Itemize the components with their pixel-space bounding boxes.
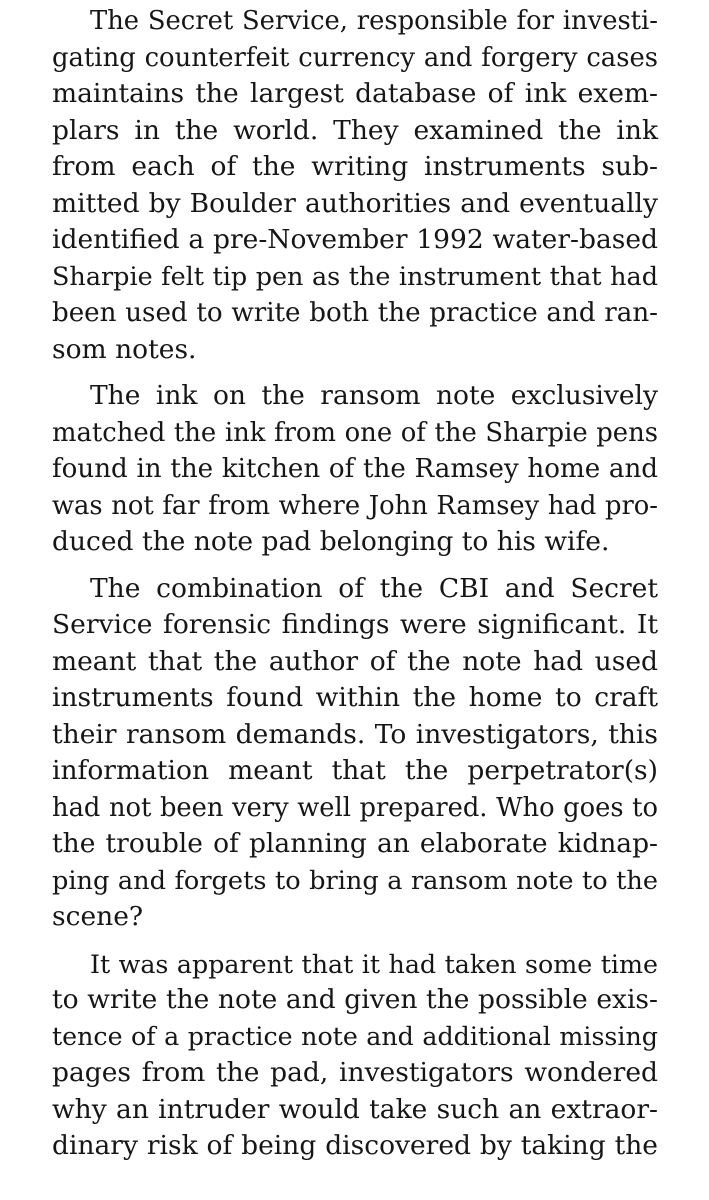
paragraph-4: [52, 946, 658, 1165]
text-line: pages from the pad, investigators wondered: [52, 1057, 658, 1088]
text-line: the trouble of planning an elaborate kidnap-: [52, 828, 658, 859]
text-line: The combination of the CBI and Secret: [90, 572, 658, 604]
text-line: found in the kitchen of the Ramsey home and: [52, 454, 658, 484]
text-line: som notes.: [52, 333, 197, 365]
text-line: dinary risk of being discovered by taking the: [52, 1130, 658, 1161]
text-line: scene?: [52, 901, 144, 932]
text-line: mitted by Boulder authorities and eventually: [52, 187, 658, 219]
text-line: gating counterfeit currency and forgery cases: [52, 42, 658, 73]
text-line: Sharpie felt tip pen as the instrument that had: [52, 261, 658, 292]
text-line: meant that the author of the note had used: [52, 645, 658, 677]
text-line: identified a pre-November 1992 water-based: [52, 224, 658, 255]
text-line: had not been very well prepared. Who goes to: [52, 792, 658, 823]
text-line: why an intruder would take such an extraor-: [52, 1093, 658, 1125]
text-line: information meant that the perpetrator(s): [52, 755, 658, 786]
text-line: matched the ink from one of the Sharpie pens: [52, 417, 658, 448]
text-line: It was apparent that it had taken some time: [90, 948, 658, 979]
body-text: [52, 3, 658, 1165]
text-line: The ink on the ransom note exclusively: [90, 380, 658, 411]
paragraph-3: [52, 571, 658, 936]
text-line: their ransom demands. To investigators, this: [52, 718, 658, 750]
text-line: plars in the world. They examined the ink: [52, 114, 658, 146]
text-line: was not far from where John Ramsey had pro-: [52, 490, 658, 521]
text-line: tence of a practice note and additional missing: [52, 1021, 658, 1051]
paragraph-2: [52, 378, 658, 561]
text-line: been used to write both the practice and ran-: [52, 298, 658, 328]
text-line: instruments found within the home to craft: [52, 682, 658, 713]
paragraph-1: [52, 3, 658, 368]
text-line: to write the note and given the possible exis-: [52, 984, 658, 1015]
text-line: The Secret Service, responsible for investi-: [90, 6, 658, 36]
text-line: maintains the largest database of ink exem-: [52, 78, 658, 109]
text-line: ping and forgets to bring a ransom note to the: [52, 865, 658, 896]
text-line: Service forensic findings were significant. It: [52, 609, 658, 640]
text-line: duced the note pad belonging to his wife.: [52, 526, 610, 557]
text-line: from each of the writing instruments sub-: [52, 151, 658, 182]
